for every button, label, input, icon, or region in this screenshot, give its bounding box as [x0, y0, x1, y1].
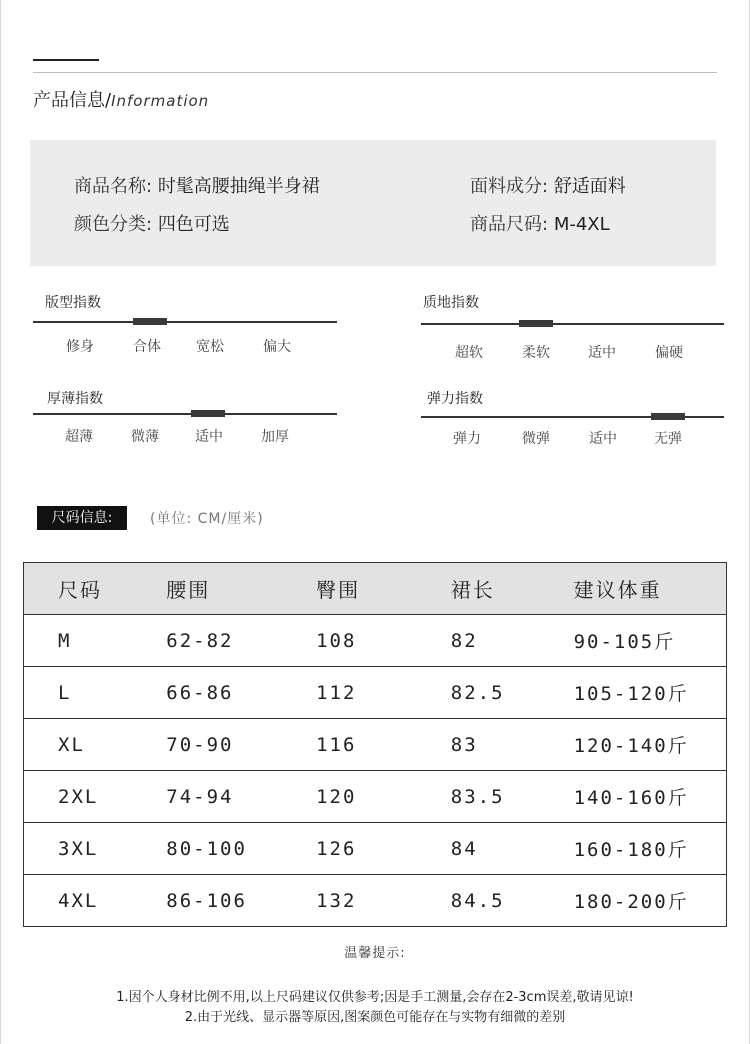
gauge-option: 合体: [133, 339, 161, 355]
table-header-row: [24, 563, 727, 615]
cell-length: 84.5: [451, 875, 574, 927]
gauge-option: 适中: [195, 429, 223, 445]
gauge-option: 偏大: [263, 339, 291, 355]
cell-length: 82.5: [451, 667, 574, 719]
cell-hip: 120: [316, 771, 451, 823]
product-fabric: [470, 172, 626, 198]
table-row: [24, 875, 727, 927]
header-waist: 腰围: [166, 563, 316, 615]
tip-line-1: 1.因个人身材比例不用,以上尺码建议仅供参考;因是手工测量,会存在2-3cm误差,敬请见谅!: [116, 990, 634, 1005]
gauge-option: 无弹: [654, 431, 682, 447]
size-info-tag: 尺码信息:: [37, 506, 127, 530]
product-color-value: 四色可选: [157, 214, 230, 235]
cell-waist: 80-100: [166, 823, 316, 875]
cell-length: 84: [451, 823, 574, 875]
table-row: [24, 771, 727, 823]
cell-weight: 105-120斤: [574, 667, 727, 719]
gauge-option: 超薄: [65, 429, 93, 445]
header-skirt-length: 裙长: [451, 563, 574, 615]
gauge-title: 厚薄指数: [47, 391, 103, 407]
cell-weight: 160-180斤: [574, 823, 727, 875]
gauge-selected-marker: [651, 413, 685, 420]
gauge-line: [33, 321, 337, 323]
gauge-fit: [33, 292, 337, 362]
cell-weight: 120-140斤: [574, 719, 727, 771]
cell-weight: 180-200斤: [574, 875, 727, 927]
product-name-value: 时髦高腰抽绳半身裙: [157, 176, 320, 197]
gauge-option: 弹力: [453, 431, 481, 447]
cell-size: 3XL: [24, 823, 167, 875]
header-hip: 臀围: [316, 563, 451, 615]
cell-size: XL: [24, 719, 167, 771]
gauge-option: 柔软: [522, 345, 550, 361]
cell-size: L: [24, 667, 167, 719]
gauge-option: 偏硬: [655, 345, 683, 361]
gauge-title: 版型指数: [45, 295, 101, 311]
header-size: 尺码: [24, 563, 167, 615]
product-color-label: 颜色分类:: [74, 214, 153, 235]
cell-weight: 140-160斤: [574, 771, 727, 823]
size-table: [23, 562, 727, 927]
table-row: [24, 719, 727, 771]
section-title-en: Information: [111, 92, 210, 110]
cell-waist: 62-82: [166, 615, 316, 667]
product-size-label: 商品尺码:: [470, 214, 549, 235]
gauge-option: 微弹: [522, 431, 550, 447]
gauge-option: 适中: [588, 345, 616, 361]
product-name-label: 商品名称:: [74, 176, 153, 197]
table-row: [24, 615, 727, 667]
cell-hip: 108: [316, 615, 451, 667]
gauge-selected-marker: [133, 318, 167, 325]
cell-size: 4XL: [24, 875, 167, 927]
gauge-texture: [421, 292, 725, 362]
gauge-option: 微薄: [131, 429, 159, 445]
product-size-value: M-4XL: [553, 214, 610, 235]
gauge-title: 弹力指数: [427, 391, 483, 407]
section-title: [33, 86, 209, 112]
cell-length: 82: [451, 615, 574, 667]
gauge-option: 加厚: [261, 429, 289, 445]
cell-length: 83: [451, 719, 574, 771]
title-accent-bar: [33, 59, 99, 61]
product-fabric-value: 舒适面料: [553, 176, 626, 197]
cell-size: M: [24, 615, 167, 667]
product-size: [470, 210, 610, 236]
gauge-option: 适中: [589, 431, 617, 447]
cell-hip: 126: [316, 823, 451, 875]
gauge-option: 修身: [66, 339, 94, 355]
top-divider: [33, 72, 717, 73]
cell-length: 83.5: [451, 771, 574, 823]
product-fabric-label: 面料成分:: [470, 176, 549, 197]
gauge-option: 宽松: [196, 339, 224, 355]
gauge-thickness: [33, 388, 337, 448]
gauge-title: 质地指数: [423, 295, 479, 311]
cell-waist: 70-90: [166, 719, 316, 771]
unit-note: (单位: CM/厘米): [150, 511, 264, 527]
product-info-box: [30, 140, 716, 266]
table-row: [24, 823, 727, 875]
header-weight: 建议体重: [574, 563, 727, 615]
gauge-line: [33, 413, 337, 415]
gauge-selected-marker: [519, 320, 553, 327]
product-color: [74, 210, 230, 236]
cell-waist: 86-106: [166, 875, 316, 927]
gauge-option: 超软: [455, 345, 483, 361]
gauge-line: [421, 323, 724, 325]
section-title-cn: 产品信息/: [33, 90, 112, 111]
gauge-selected-marker: [191, 410, 225, 417]
cell-hip: 112: [316, 667, 451, 719]
cell-weight: 90-105斤: [574, 615, 727, 667]
cell-waist: 74-94: [166, 771, 316, 823]
cell-hip: 116: [316, 719, 451, 771]
product-name: [74, 172, 320, 198]
cell-waist: 66-86: [166, 667, 316, 719]
table-row: [24, 667, 727, 719]
tip-line-2: 2.由于光线、显示器等原因,图案颜色可能存在与实物有细微的差别: [184, 1010, 566, 1025]
cell-hip: 132: [316, 875, 451, 927]
tips-title: 温馨提示:: [344, 946, 406, 961]
cell-size: 2XL: [24, 771, 167, 823]
gauge-elasticity: [421, 388, 725, 450]
